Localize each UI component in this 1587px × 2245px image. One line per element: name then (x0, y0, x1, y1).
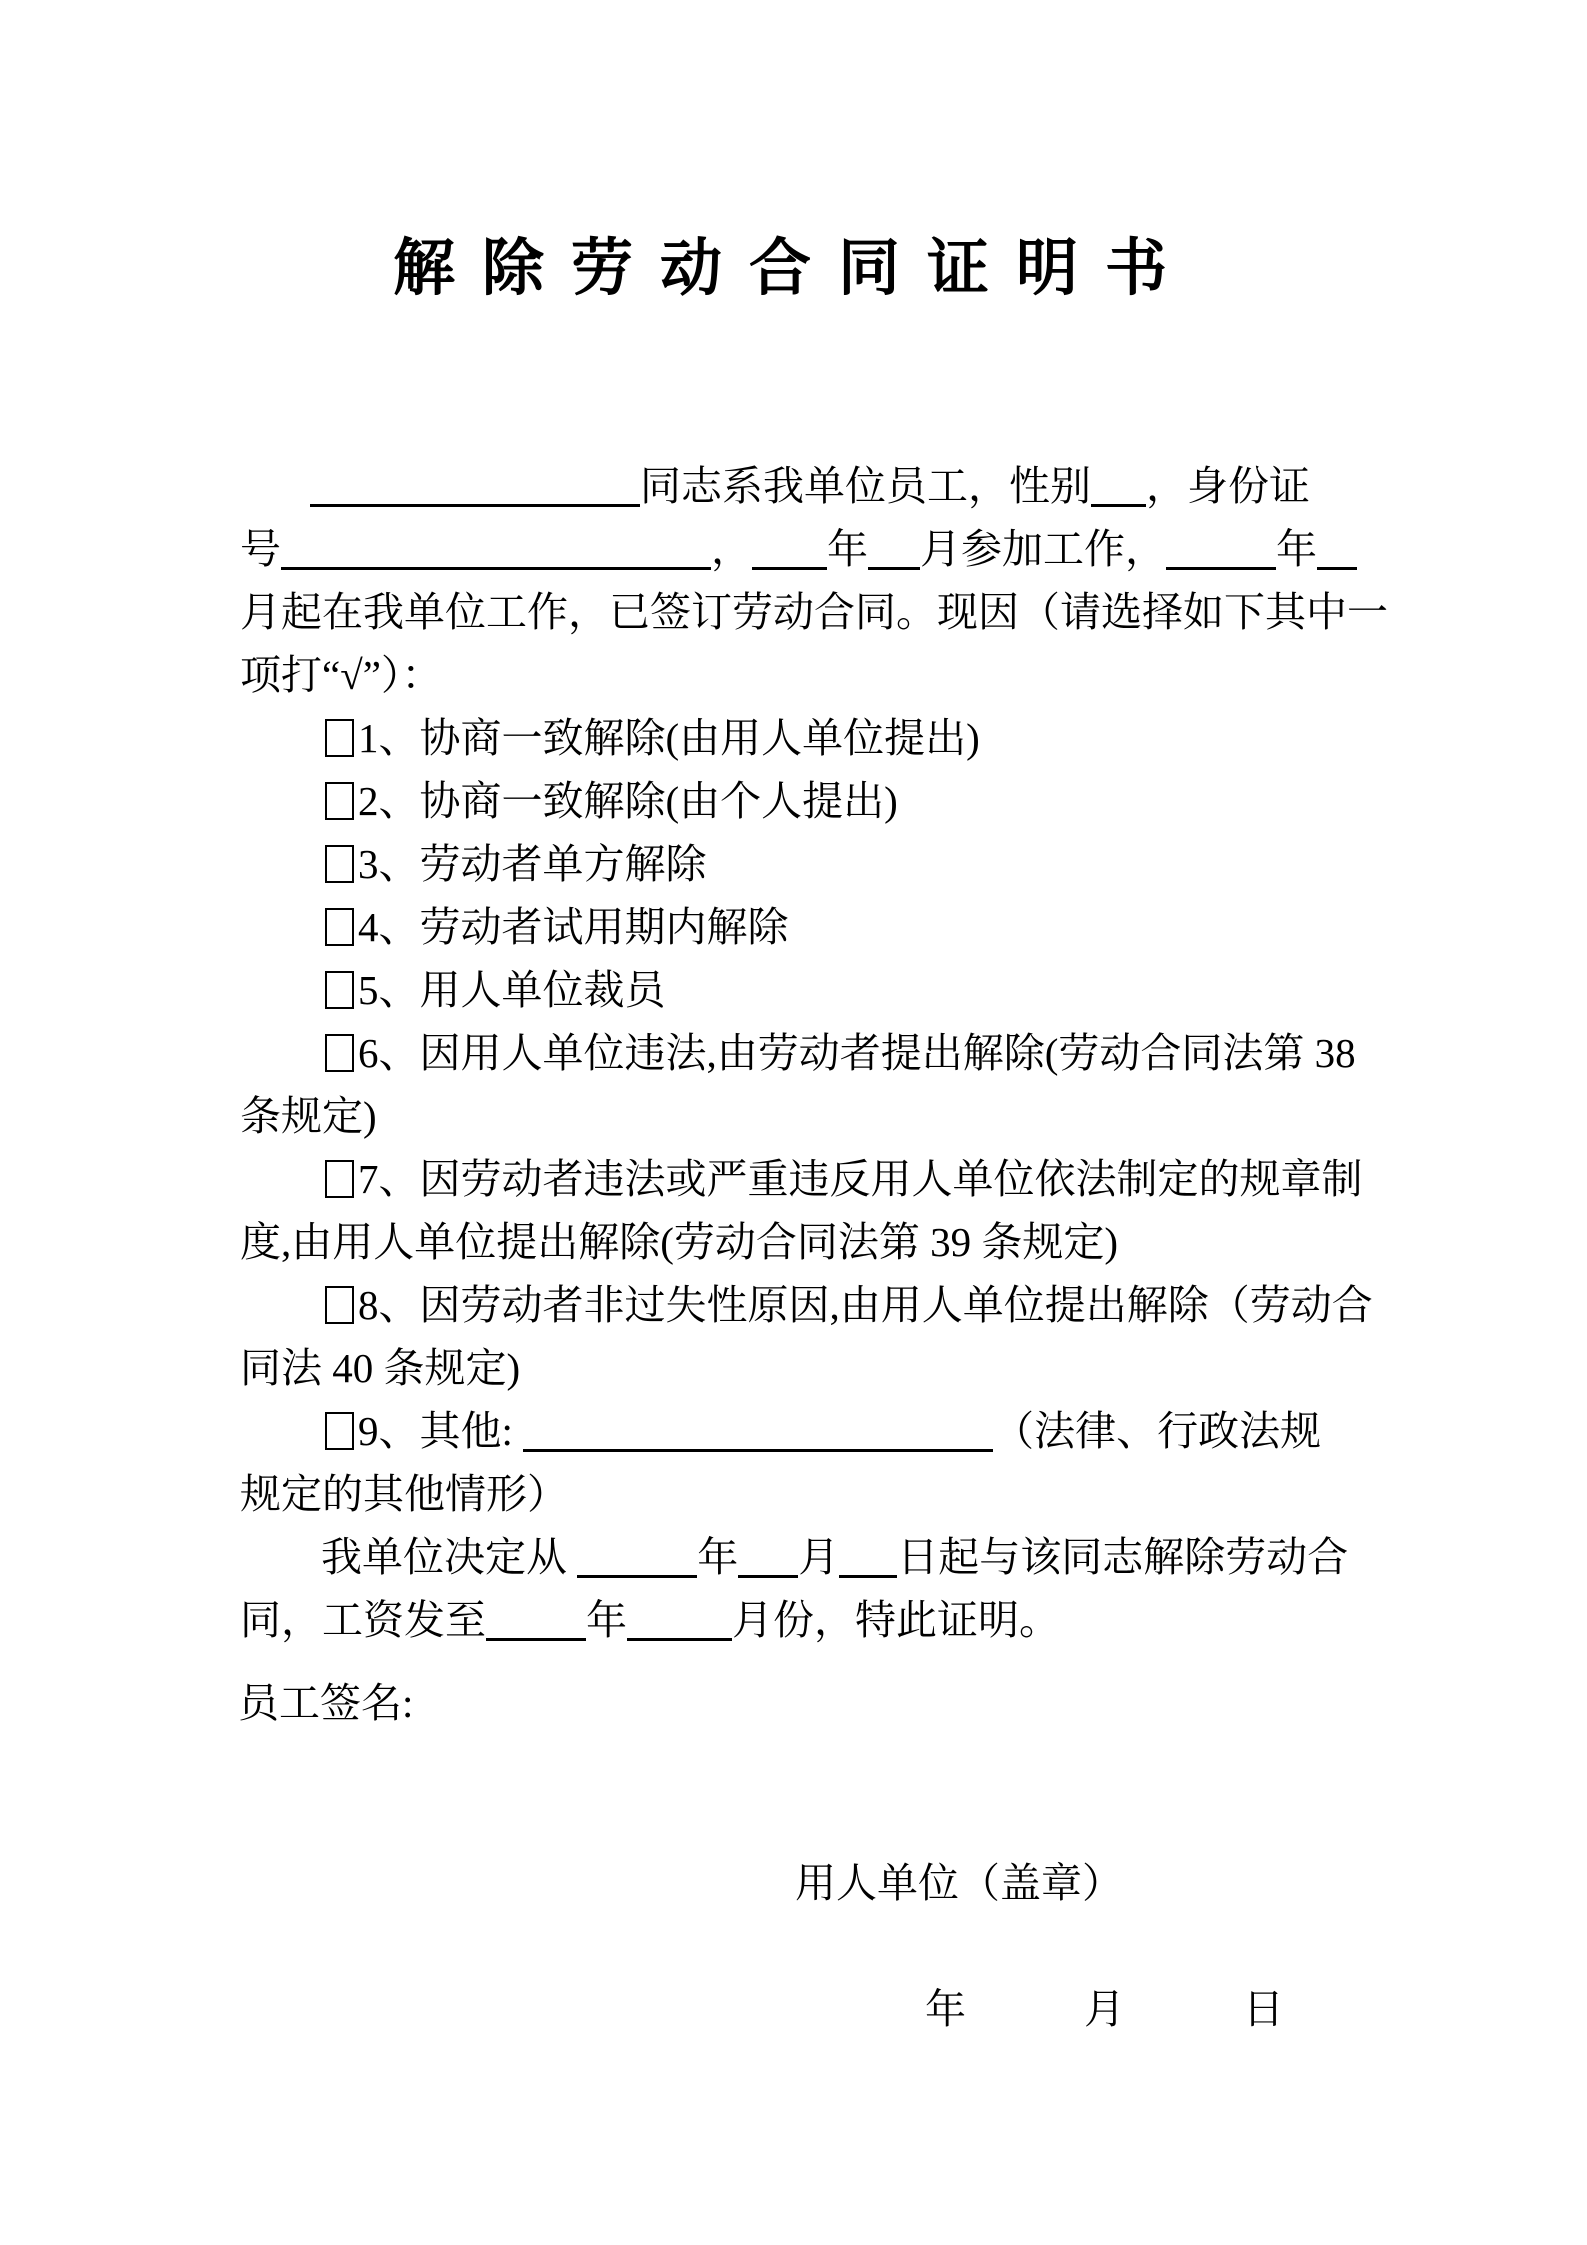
form-line-13 (240, 1211, 1370, 1274)
text-run: 同法 40 条规定) (240, 1345, 521, 1391)
text-run: 年 (697, 1534, 739, 1580)
text-run: 项打“√”）： (240, 652, 443, 698)
blank-field[interactable] (1317, 564, 1357, 570)
date-month-label: 月 (1084, 1986, 1125, 2032)
form-line-1 (240, 455, 1370, 518)
text-run: 年 (827, 526, 868, 572)
checkbox-option-5[interactable] (325, 971, 354, 1009)
form-line-7 (240, 833, 1370, 896)
text-run: 9、其他: (358, 1408, 524, 1454)
text-run: 日起与该同志解除劳动合 (897, 1534, 1349, 1580)
checkbox-option-6[interactable] (325, 1034, 354, 1072)
form-line-11 (240, 1085, 1370, 1148)
form-line-18 (240, 1526, 1370, 1589)
form-line-6 (240, 770, 1370, 833)
blank-field[interactable] (752, 564, 827, 570)
form-line-5 (240, 707, 1370, 770)
text-run: ， (711, 526, 752, 572)
text-run: 月起在我单位工作，已签订劳动合同。现因（请选择如下其中一 (240, 589, 1388, 635)
blank-field[interactable] (868, 564, 920, 570)
form-line-4 (240, 644, 1370, 707)
blank-field[interactable] (839, 1572, 897, 1578)
text-run: 8、因劳动者非过失性原因,由用人单位提出解除（劳动合 (358, 1282, 1373, 1328)
form-line-19 (240, 1589, 1370, 1652)
text-run: 年 (1276, 526, 1317, 572)
text-run: 7、因劳动者违法或严重违反用人单位依法制定的规章制 (358, 1156, 1363, 1202)
form-line-17 (240, 1463, 1370, 1526)
blank-field[interactable] (738, 1572, 798, 1578)
text-run: 1、协商一致解除(由用人单位提出) (358, 715, 980, 761)
text-run: 规定的其他情形） (240, 1471, 568, 1517)
blank-field[interactable] (281, 564, 711, 570)
blank-field[interactable] (486, 1635, 586, 1641)
form-line-9 (240, 959, 1370, 1022)
checkbox-option-4[interactable] (325, 908, 354, 946)
checkbox-option-9[interactable] (325, 1412, 354, 1450)
blank-field[interactable] (627, 1635, 732, 1641)
text-run: （法律、行政法规 (993, 1408, 1322, 1454)
text-run: 5、用人单位裁员 (358, 967, 666, 1013)
form-line-8 (240, 896, 1370, 959)
text-run: 度,由用人单位提出解除(劳动合同法第 39 条规定) (240, 1219, 1119, 1265)
text-run: 3、劳动者单方解除 (358, 841, 707, 887)
text-run: 同志系我单位员工，性别 (640, 463, 1091, 509)
blank-field[interactable] (1166, 564, 1276, 570)
blank-field[interactable] (1091, 501, 1146, 507)
form-line-15 (240, 1337, 1370, 1400)
text-run: 6、因用人单位违法,由劳动者提出解除(劳动合同法第 38 (358, 1030, 1356, 1076)
checkbox-option-8[interactable] (325, 1286, 354, 1324)
form-line-14 (240, 1274, 1373, 1337)
text-run: 我单位决定从 (321, 1534, 578, 1580)
document-title: 解除劳动合同证明书 (392, 235, 1194, 303)
text-run: 年 (586, 1597, 627, 1643)
text-run: 条规定) (240, 1093, 377, 1139)
text-run: 同，工资发至 (240, 1597, 486, 1643)
document-body (240, 455, 1388, 1652)
form-line-16 (240, 1400, 1370, 1463)
date-line (925, 1978, 1284, 2041)
date-year-label: 年 (925, 1986, 966, 2032)
blank-field[interactable] (577, 1572, 697, 1578)
form-line-2 (240, 518, 1370, 581)
form-line-12 (240, 1148, 1370, 1211)
form-line-10 (240, 1022, 1370, 1085)
checkbox-option-2[interactable] (325, 782, 354, 820)
text-run: 4、劳动者试用期内解除 (358, 904, 789, 950)
blank-field[interactable] (523, 1446, 993, 1452)
employee-signature-label: 员工签名: (238, 1680, 414, 1726)
text-run: 号 (240, 526, 281, 572)
text-run: 2、协商一致解除(由个人提出) (358, 778, 898, 824)
checkbox-option-7[interactable] (325, 1160, 354, 1198)
employer-seal-label: 用人单位（盖章） (795, 1860, 1123, 1906)
text-run: 月参加工作， (920, 526, 1166, 572)
blank-field[interactable] (310, 501, 640, 507)
date-day-label: 日 (1243, 1986, 1284, 2032)
text-run: ，身份证 (1146, 463, 1310, 509)
text-run: 月份，特此证明。 (732, 1597, 1060, 1643)
checkbox-option-1[interactable] (325, 719, 354, 757)
text-run: 月 (798, 1534, 840, 1580)
checkbox-option-3[interactable] (325, 845, 354, 883)
form-line-3 (240, 581, 1388, 644)
